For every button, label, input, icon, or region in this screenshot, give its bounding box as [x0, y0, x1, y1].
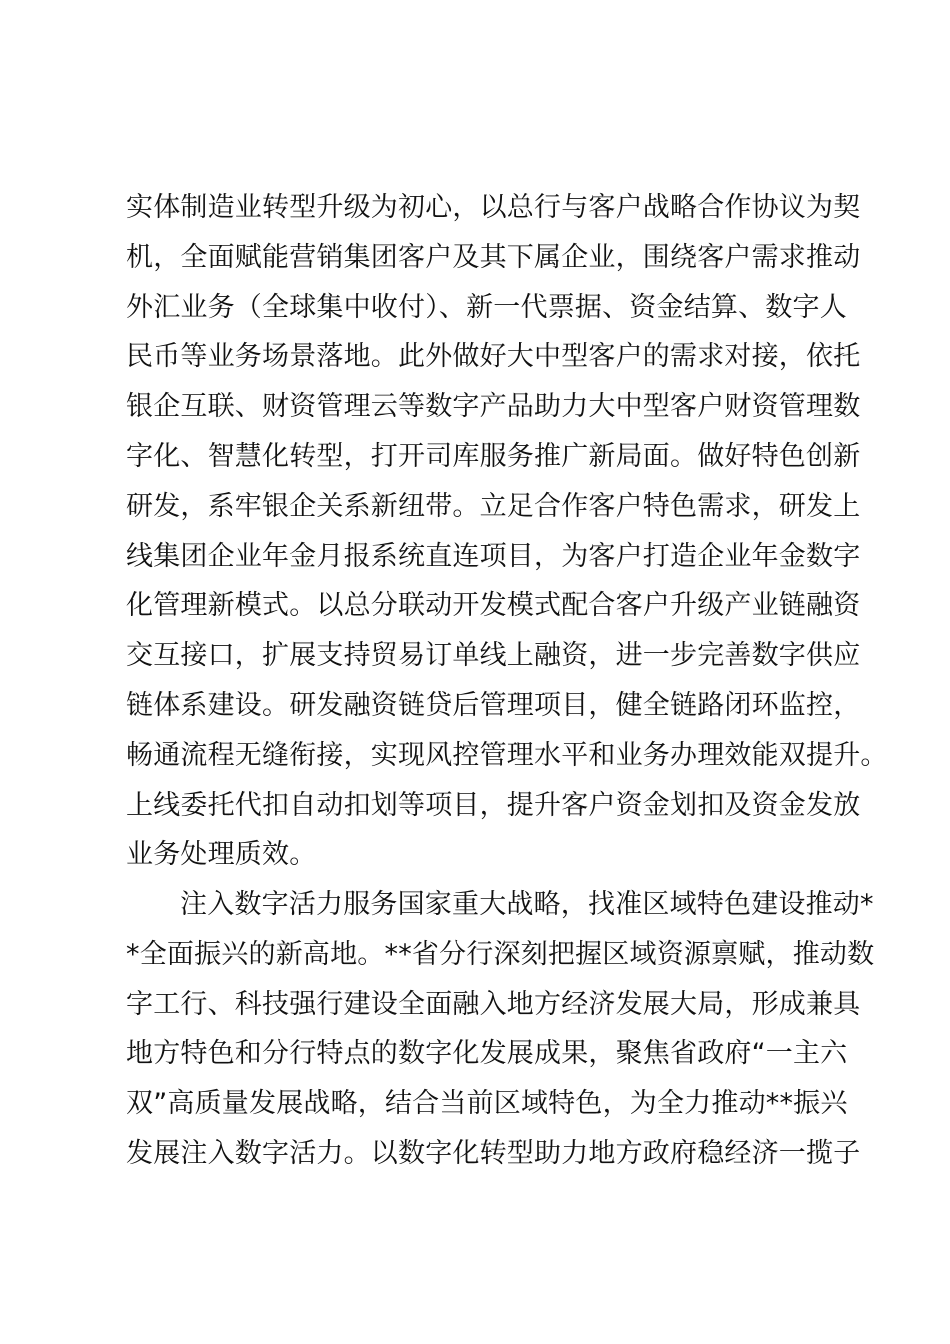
text-line: 上线委托代扣自动扣划等项目，提升客户资金划扣及资金发放 — [126, 789, 861, 821]
text-line: 交互接口，扩展支持贸易订单线上融资，进一步完善数字供应 — [126, 640, 861, 672]
text-line: 机，全面赋能营销集团客户及其下属企业，围绕客户需求推动 — [126, 241, 861, 273]
text-line: 地方特色和分行特点的数字化发展成果，聚焦省政府“一主六 — [126, 1038, 848, 1070]
text-line: 字工行、科技强行建设全面融入地方经济发展大局，形成兼具 — [126, 988, 861, 1020]
text-line: 链体系建设。研发融资链贷后管理项目，健全链路闭环监控， — [126, 689, 861, 721]
text-line: 业务处理质效。 — [126, 839, 317, 871]
text-line: 畅通流程无缝衔接，实现风控管理水平和业务办理效能双提升。 — [126, 739, 888, 771]
text-line: 外汇业务（全球集中收付）、新一代票据、资金结算、数字人 — [126, 291, 847, 323]
text-line: 银企互联、财资管理云等数字产品助力大中型客户财资管理数 — [126, 391, 861, 423]
text-line: 研发，系牢银企关系新纽带。立足合作客户特色需求，研发上 — [126, 490, 861, 522]
text-line: 实体制造业转型升级为初心，以总行与客户战略合作协议为契 — [126, 192, 861, 223]
paragraph-1 — [126, 183, 888, 880]
text-line: *全面振兴的新高地。**省分行深刻把握区域资源禀赋，推动数 — [126, 938, 875, 970]
text-line: 字化、智慧化转型，打开司库服务推广新局面。做好特色创新 — [126, 440, 861, 472]
text-line: 注入数字活力服务国家重大战略，找准区域特色建设推动* — [180, 889, 874, 920]
paragraph-2 — [126, 880, 875, 1179]
text-line: 双”高质量发展战略，结合当前区域特色，为全力推动**振兴 — [126, 1088, 848, 1120]
text-line: 发展注入数字活力。以数字化转型助力地方政府稳经济一揽子 — [126, 1137, 861, 1169]
text-line: 民币等业务场景落地。此外做好大中型客户的需求对接，依托 — [126, 341, 861, 373]
text-line: 化管理新模式。以总分联动开发模式配合客户升级产业链融资 — [126, 590, 861, 622]
text-line: 线集团企业年金月报系统直连项目，为客户打造企业年金数字 — [126, 540, 861, 572]
